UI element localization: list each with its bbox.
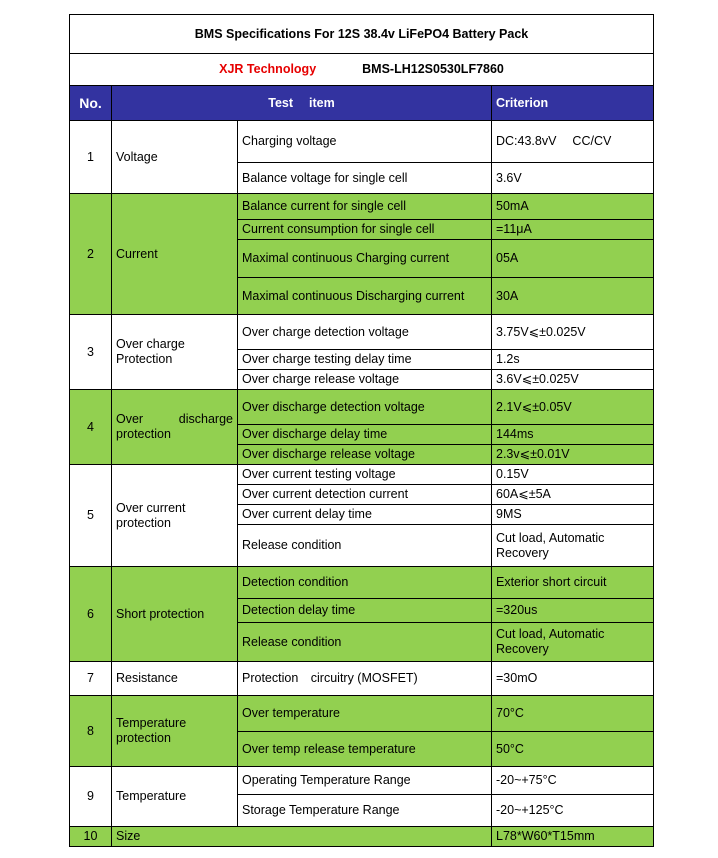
test-item-cell: Over discharge delay time [238, 425, 492, 445]
test-item-cell: Release condition [238, 623, 492, 662]
test-item-cell: Detection condition [238, 567, 492, 599]
criterion-cell: 2.3v⩽±0.01V [492, 445, 654, 465]
row-number: 4 [70, 390, 112, 465]
table-row [70, 567, 654, 599]
row-number: 2 [70, 194, 112, 315]
category-cell: Over discharge protection [112, 390, 238, 465]
criterion-cell: 3.6V [492, 163, 654, 194]
row-number: 6 [70, 567, 112, 662]
criterion-cell: Exterior short circuit [492, 567, 654, 599]
table-row [70, 121, 654, 163]
header-criterion: Criterion [492, 86, 654, 121]
test-item-cell: Current consumption for single cell [238, 220, 492, 240]
table-row [70, 194, 654, 220]
criterion-cell: 0.15V [492, 465, 654, 485]
criterion-cell: 3.6V⩽±0.025V [492, 370, 654, 390]
table-row [70, 390, 654, 425]
header-no: No. [70, 86, 112, 121]
test-item-cell: Over discharge detection voltage [238, 390, 492, 425]
test-item-cell: Balance current for single cell [238, 194, 492, 220]
test-item-cell: Maximal continuous Discharging current [238, 278, 492, 315]
criterion-cell: -20~+125°C [492, 795, 654, 827]
category-cell: Size [112, 827, 492, 847]
title-row [70, 15, 654, 54]
brand-row [70, 54, 654, 86]
test-item-cell: Operating Temperature Range [238, 767, 492, 795]
category-cell: Temperature [112, 767, 238, 827]
brand-cell [70, 54, 654, 86]
criterion-cell: 1.2s [492, 350, 654, 370]
row-number: 7 [70, 662, 112, 696]
row-number: 5 [70, 465, 112, 567]
table-row [70, 827, 654, 847]
table-row [70, 315, 654, 350]
test-item-cell: Storage Temperature Range [238, 795, 492, 827]
criterion-cell: 30A [492, 278, 654, 315]
criterion-cell: L78*W60*T15mm [492, 827, 654, 847]
criterion-cell: 50°C [492, 732, 654, 767]
header-test-item: Test item [112, 86, 492, 121]
criterion-cell: =11μA [492, 220, 654, 240]
criterion-cell: 9MS [492, 505, 654, 525]
spec-table [69, 14, 654, 847]
test-item-cell: Over temp release temperature [238, 732, 492, 767]
table-row [70, 767, 654, 795]
test-item-cell: Charging voltage [238, 121, 492, 163]
test-item-cell: Over charge testing delay time [238, 350, 492, 370]
document-title: BMS Specifications For 12S 38.4v LiFePO4 Battery Pack [70, 15, 654, 54]
test-item-cell: Release condition [238, 525, 492, 567]
test-item-cell: Detection delay time [238, 599, 492, 623]
category-cell: Over charge Protection [112, 315, 238, 390]
category-cell: Current [112, 194, 238, 315]
test-item-cell: Over charge release voltage [238, 370, 492, 390]
header-row [70, 86, 654, 121]
test-item-cell: Over current delay time [238, 505, 492, 525]
criterion-cell: =30mO [492, 662, 654, 696]
category-cell: Over current protection [112, 465, 238, 567]
test-item-cell: Balance voltage for single cell [238, 163, 492, 194]
category-cell: Resistance [112, 662, 238, 696]
criterion-cell: 2.1V⩽±0.05V [492, 390, 654, 425]
table-row [70, 662, 654, 696]
test-item-cell: Over charge detection voltage [238, 315, 492, 350]
criterion-cell: -20~+75°C [492, 767, 654, 795]
row-number: 9 [70, 767, 112, 827]
company-name: XJR Technology [219, 62, 317, 76]
row-number: 8 [70, 696, 112, 767]
category-cell: Temperature protection [112, 696, 238, 767]
test-item-cell: Over temperature [238, 696, 492, 732]
row-number: 3 [70, 315, 112, 390]
row-number: 10 [70, 827, 112, 847]
category-cell: Short protection [112, 567, 238, 662]
criterion-cell: Cut load, Automatic Recovery [492, 525, 654, 567]
test-item-cell: Protection circuitry (MOSFET) [238, 662, 492, 696]
criterion-cell: =320us [492, 599, 654, 623]
criterion-cell: 144ms [492, 425, 654, 445]
criterion-cell: 3.75V⩽±0.025V [492, 315, 654, 350]
table-row [70, 696, 654, 732]
category-cell: Voltage [112, 121, 238, 194]
test-item-cell: Over current detection current [238, 485, 492, 505]
test-item-cell: Over current testing voltage [238, 465, 492, 485]
criterion-cell: 05A [492, 240, 654, 278]
criterion-cell: 50mA [492, 194, 654, 220]
table-row [70, 465, 654, 485]
row-number: 1 [70, 121, 112, 194]
criterion-cell: DC:43.8vV CC/CV [492, 121, 654, 163]
criterion-cell: Cut load, Automatic Recovery [492, 623, 654, 662]
model-number: BMS-LH12S0530LF7860 [362, 62, 504, 76]
test-item-cell: Maximal continuous Charging current [238, 240, 492, 278]
test-item-cell: Over discharge release voltage [238, 445, 492, 465]
criterion-cell: 70°C [492, 696, 654, 732]
criterion-cell: 60A⩽±5A [492, 485, 654, 505]
